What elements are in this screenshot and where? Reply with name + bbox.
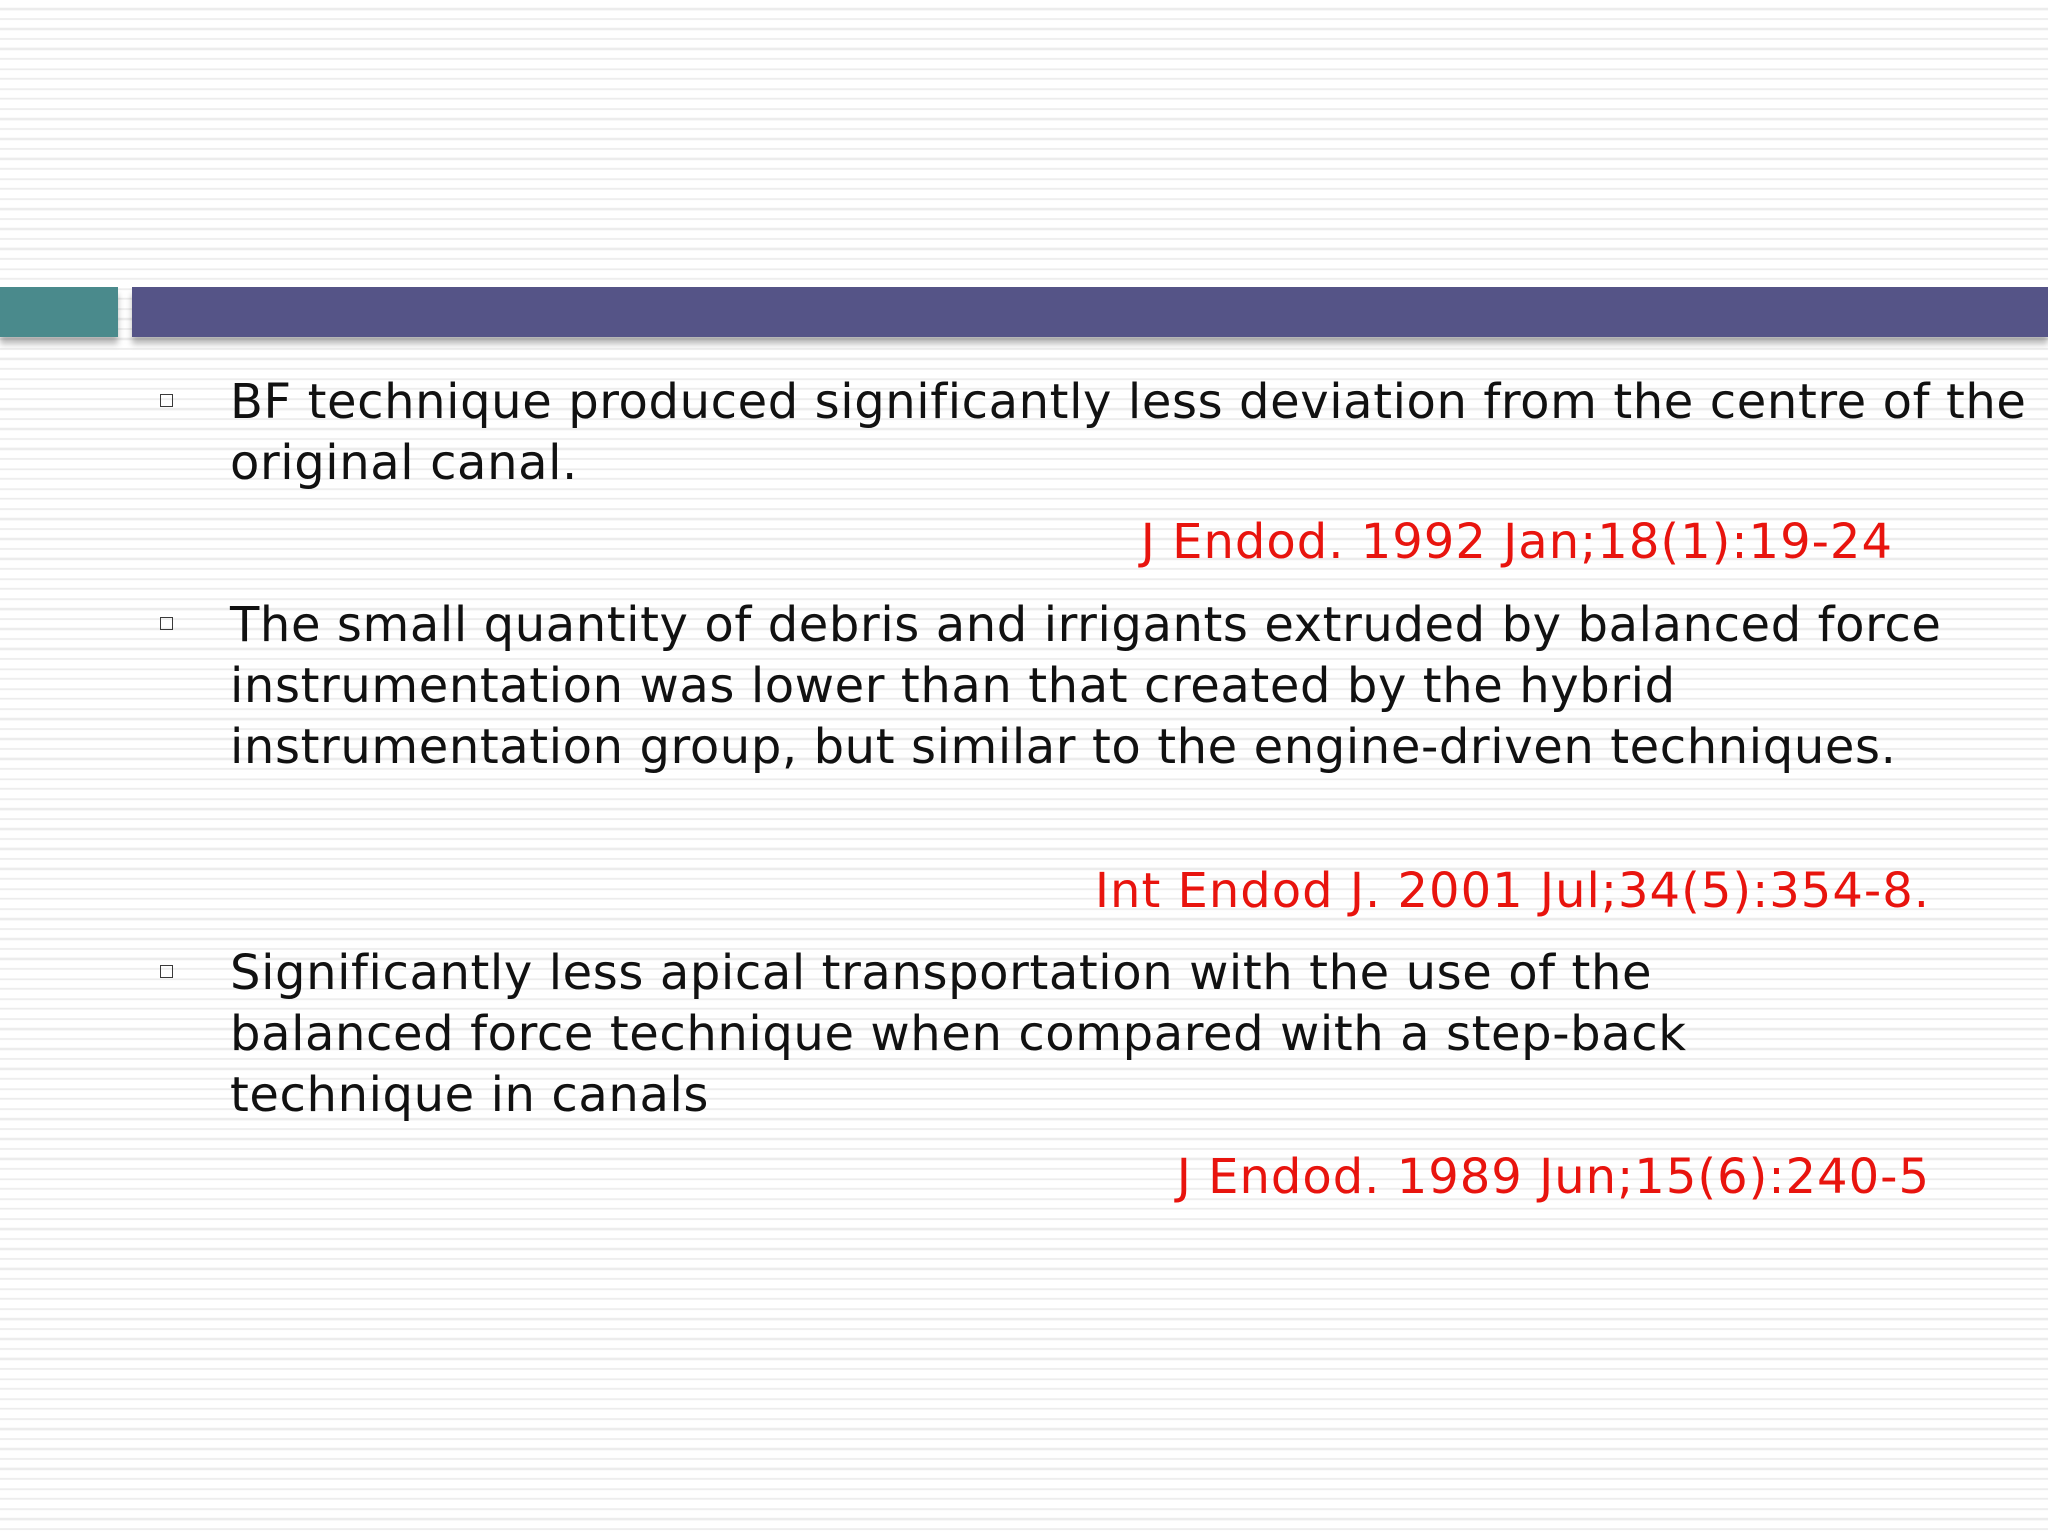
bullet-text: BF technique produced significantly less deviation from the centre of the original canal. — [230, 374, 2027, 491]
citation: J Endod. 1992 Jan;18(1):19-24 — [1140, 514, 1893, 570]
citation: Int Endod J. 2001 Jul;34(5):354-8. — [1094, 863, 1930, 919]
bullet-text: Significantly less apical transportation with the use of the balanced force technique when compared with a step-back technique in canals — [230, 945, 1687, 1123]
square-bullet-icon — [160, 965, 173, 978]
square-bullet-icon — [160, 394, 173, 407]
bullet-text: The small quantity of debris and irrigants extruded by balanced force instrumentation was lower than that created by the hybrid instrumentation group, but similar to the engine-driven techniques. — [230, 597, 1942, 775]
citation: J Endod. 1989 Jun;15(6):240-5 — [1176, 1149, 1930, 1205]
square-bullet-icon — [160, 617, 173, 630]
